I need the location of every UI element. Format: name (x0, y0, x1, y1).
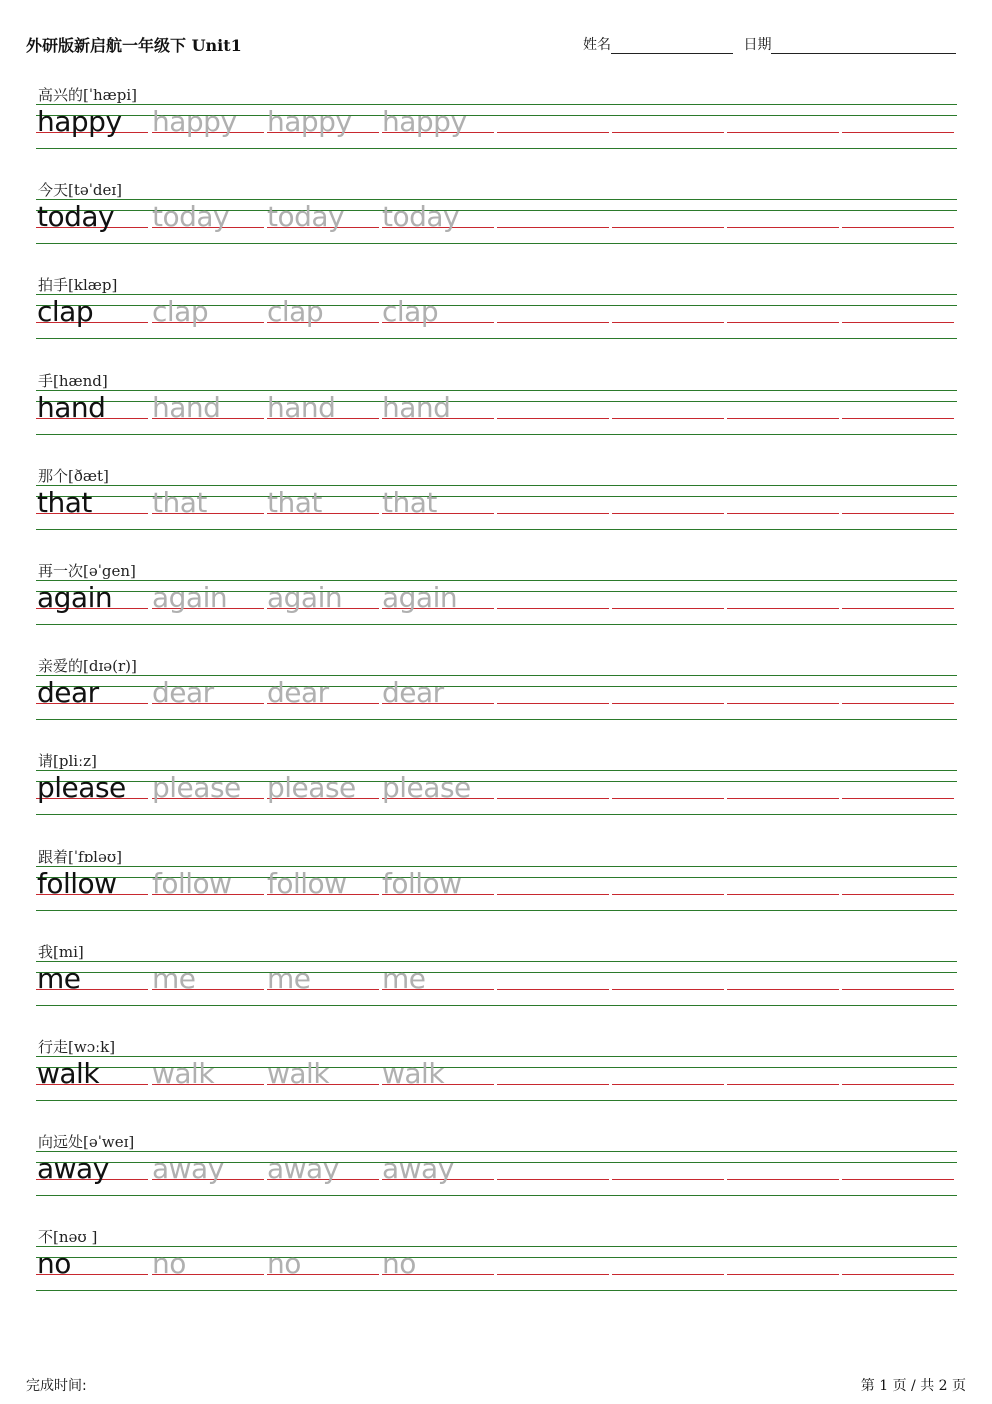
writing-lines[interactable] (36, 390, 957, 436)
worksheet-title: 外研版新启航一年级下 Unit1 (26, 36, 242, 55)
trace-word: away (382, 1152, 454, 1186)
guide-line (36, 148, 957, 149)
baseline-segment (727, 1179, 839, 1180)
baseline-segment (842, 322, 954, 323)
trace-word: follow (152, 866, 232, 900)
model-word: today (37, 200, 115, 234)
date-field[interactable] (771, 38, 956, 54)
phonetic: [klæp] (68, 276, 118, 295)
writing-lines[interactable] (36, 961, 957, 1007)
baseline-segment (612, 322, 724, 323)
baseline-segment (612, 608, 724, 609)
baseline-segment (727, 894, 839, 895)
phonetic: [dɪə(r)] (83, 657, 137, 676)
practice-row (0, 1228, 992, 1323)
model-word: away (37, 1152, 109, 1186)
writing-lines[interactable] (36, 1056, 957, 1102)
trace-word: me (267, 961, 311, 995)
baseline-segment (497, 1084, 609, 1085)
baseline-segment (612, 1179, 724, 1180)
model-word: me (37, 961, 81, 995)
baseline-segment (497, 1274, 609, 1275)
trace-word: no (267, 1247, 301, 1281)
trace-word: again (267, 581, 343, 614)
practice-row (0, 848, 992, 943)
baseline-segment (497, 322, 609, 323)
chinese-meaning: 我 (38, 942, 54, 961)
phonetic: [təˈdeɪ] (68, 181, 123, 200)
practice-row (0, 657, 992, 752)
phonetic: [ðæt] (68, 466, 109, 485)
model-word: again (37, 581, 113, 614)
baseline-segment (612, 989, 724, 990)
trace-word: no (152, 1247, 186, 1281)
baseline-segment (497, 227, 609, 228)
baseline-segment (497, 798, 609, 799)
phonetic: [mi] (53, 942, 84, 961)
baseline-segment (612, 798, 724, 799)
guide-line (36, 529, 957, 530)
trace-word: dear (382, 676, 444, 710)
trace-word: happy (152, 105, 237, 138)
trace-word: dear (267, 676, 329, 710)
trace-word: please (267, 771, 356, 805)
chinese-meaning: 行走 (38, 1038, 69, 1056)
practice-row (0, 372, 992, 467)
name-field[interactable] (611, 38, 733, 54)
baseline-segment (497, 132, 609, 133)
writing-lines[interactable] (36, 580, 957, 626)
practice-row (0, 86, 992, 181)
header-fields (583, 34, 956, 54)
trace-word: happy (267, 105, 352, 138)
practice-row (0, 752, 992, 847)
trace-word: clap (152, 295, 209, 329)
writing-lines[interactable] (36, 770, 957, 816)
trace-word: that (382, 485, 437, 519)
model-word: please (37, 771, 126, 805)
chinese-meaning: 亲爱的 (38, 657, 84, 676)
chinese-meaning: 请 (38, 752, 54, 771)
trace-word: today (267, 200, 345, 234)
baseline-segment (727, 418, 839, 419)
phonetic: [əˈweɪ] (83, 1133, 135, 1152)
writing-lines[interactable] (36, 1246, 957, 1292)
baseline-segment (842, 1179, 954, 1180)
practice-row (0, 181, 992, 276)
guide-line (36, 624, 957, 625)
baseline-segment (612, 894, 724, 895)
guide-line (36, 243, 957, 244)
phonetic: [ˈfɒləʊ] (68, 847, 122, 866)
chinese-meaning: 今天 (38, 181, 69, 200)
writing-lines[interactable] (36, 675, 957, 721)
guide-line (36, 434, 957, 435)
phonetic: [əˈgen] (83, 562, 136, 580)
chinese-meaning: 再一次 (38, 562, 84, 580)
baseline-segment (497, 894, 609, 895)
baseline-segment (842, 989, 954, 990)
practice-row (0, 276, 992, 371)
baseline-segment (842, 227, 954, 228)
writing-lines[interactable] (36, 866, 957, 912)
completion-time-label: 完成时间: (26, 1378, 87, 1394)
practice-row (0, 467, 992, 562)
trace-word: away (152, 1152, 224, 1186)
baseline-segment (612, 227, 724, 228)
baseline-segment (842, 513, 954, 514)
chinese-meaning: 向远处 (38, 1133, 84, 1152)
baseline-segment (497, 513, 609, 514)
chinese-meaning: 拍手 (38, 276, 69, 295)
trace-word: today (152, 200, 230, 234)
phonetic: [pliːz] (53, 752, 97, 771)
trace-word: please (152, 771, 241, 805)
phonetic: [hænd] (53, 371, 108, 390)
baseline-segment (842, 703, 954, 704)
guide-line (36, 719, 957, 720)
trace-word: no (382, 1247, 416, 1281)
guide-line (36, 1005, 957, 1006)
name-label: 姓名 (583, 37, 611, 53)
trace-word: again (382, 581, 458, 614)
baseline-segment (612, 703, 724, 704)
baseline-segment (612, 1084, 724, 1085)
trace-word: walk (382, 1057, 445, 1090)
model-word: clap (37, 295, 94, 329)
baseline-segment (727, 132, 839, 133)
baseline-segment (497, 703, 609, 704)
writing-lines[interactable] (36, 199, 957, 245)
trace-word: follow (267, 866, 347, 900)
writing-lines[interactable] (36, 104, 957, 150)
phonetic: [wɔːk] (68, 1038, 116, 1056)
baseline-segment (612, 1274, 724, 1275)
trace-word: dear (152, 676, 214, 710)
guide-line (36, 910, 957, 911)
trace-word: that (152, 485, 207, 519)
baseline-segment (497, 608, 609, 609)
writing-lines[interactable] (36, 485, 957, 531)
baseline-segment (842, 132, 954, 133)
trace-word: follow (382, 866, 462, 900)
baseline-segment (727, 1274, 839, 1275)
trace-word: hand (152, 390, 221, 424)
trace-word: away (267, 1152, 339, 1186)
trace-word: today (382, 200, 460, 234)
guide-line (36, 338, 957, 339)
model-word: follow (37, 866, 117, 900)
baseline-segment (612, 513, 724, 514)
trace-word: clap (382, 295, 439, 329)
guide-line (36, 814, 957, 815)
writing-lines[interactable] (36, 294, 957, 340)
chinese-meaning: 手 (38, 371, 54, 390)
baseline-segment (842, 1274, 954, 1275)
baseline-segment (727, 322, 839, 323)
trace-word: walk (267, 1057, 330, 1090)
baseline-segment (842, 798, 954, 799)
chinese-meaning: 不 (38, 1228, 54, 1247)
practice-row (0, 1038, 992, 1133)
trace-word: hand (382, 390, 451, 424)
trace-word: again (152, 581, 228, 614)
page-indicator: 第 1 页 / 共 2 页 (860, 1378, 966, 1394)
baseline-segment (497, 418, 609, 419)
baseline-segment (612, 132, 724, 133)
phonetic: [ˈhæpi] (83, 86, 138, 104)
baseline-segment (497, 1179, 609, 1180)
trace-word: me (382, 961, 426, 995)
model-word: happy (37, 105, 122, 138)
baseline-segment (612, 418, 724, 419)
trace-word: please (382, 771, 471, 805)
guide-line (36, 1290, 957, 1291)
practice-row (0, 562, 992, 657)
trace-word: happy (382, 105, 467, 138)
baseline-segment (497, 989, 609, 990)
practice-row (0, 1133, 992, 1228)
guide-line (36, 1195, 957, 1196)
baseline-segment (727, 703, 839, 704)
baseline-segment (842, 608, 954, 609)
model-word: hand (37, 390, 106, 424)
trace-word: hand (267, 390, 336, 424)
trace-word: walk (152, 1057, 215, 1090)
guide-line (36, 1100, 957, 1101)
phonetic: [nəʊ ] (53, 1228, 98, 1247)
model-word: dear (37, 676, 99, 710)
writing-lines[interactable] (36, 1151, 957, 1197)
model-word: that (37, 485, 92, 519)
baseline-segment (727, 798, 839, 799)
model-word: walk (37, 1057, 100, 1090)
baseline-segment (842, 418, 954, 419)
practice-row (0, 943, 992, 1038)
chinese-meaning: 跟着 (38, 847, 69, 866)
baseline-segment (727, 989, 839, 990)
baseline-segment (842, 894, 954, 895)
date-label: 日期 (743, 37, 772, 53)
baseline-segment (727, 227, 839, 228)
baseline-segment (842, 1084, 954, 1085)
chinese-meaning: 那个 (38, 466, 69, 485)
baseline-segment (727, 1084, 839, 1085)
baseline-segment (727, 608, 839, 609)
trace-word: that (267, 485, 322, 519)
model-word: no (37, 1247, 71, 1281)
trace-word: me (152, 961, 196, 995)
trace-word: clap (267, 295, 324, 329)
chinese-meaning: 高兴的 (38, 86, 84, 104)
baseline-segment (727, 513, 839, 514)
